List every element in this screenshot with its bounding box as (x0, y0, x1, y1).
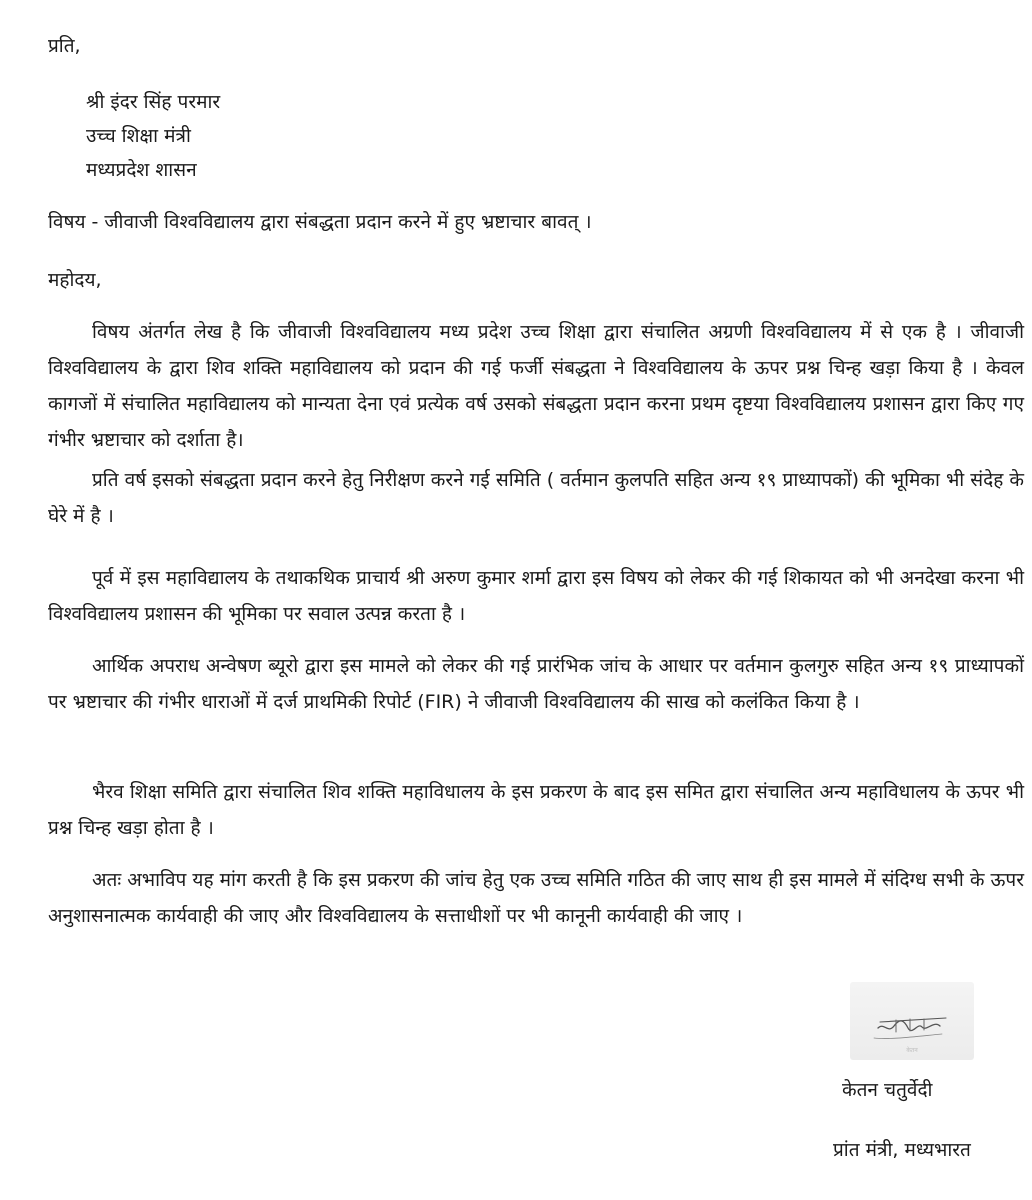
body-paragraph-text: प्रति वर्ष इसको संबद्धता प्रदान करने हेतु निरीक्षण करने गई समिति ( वर्तमान कुलपति सहित अन्य १९ प्राध्यापकों) की भूमिका भी संदेह के घेरे में है । (48, 469, 1024, 527)
body-paragraph-text: अतः अभाविप यह मांग करती है कि इस प्रकरण की जांच हेतु एक उच्च समिति गठित की जाए साथ ही इस मामले में संदिग्ध सभी के ऊपर अनुशासनात्मक कार्यवाही की जाए और विश्वविद्यालय के सत्ताधीशों पर भी कानूनी कार्यवाही की जाए । (48, 869, 1024, 927)
body-paragraph (48, 462, 1024, 534)
salutation-to: प्रति, (48, 35, 81, 57)
body-paragraph (48, 862, 1024, 934)
signature-scribble (850, 982, 974, 1060)
signature-text: केतन (906, 1047, 918, 1054)
body-paragraph-text: आर्थिक अपराध अन्वेषण ब्यूरो द्वारा इस मामले को लेकर की गई प्रारंभिक जांच के आधार पर वर्तमान कुलगुरु सहित अन्य १९ प्राध्यापकों पर भ्रष्टाचार की गंभीर धाराओं में दर्ज प्राथमिकी रिपोर्ट (FIR) ने जीवाजी विश्वविद्यालय की साख को कलंकित किया है । (48, 655, 1024, 713)
sender-designation: प्रांत मंत्री, मध्यभारत (833, 1139, 971, 1161)
subject-line: विषय - जीवाजी विश्वविद्यालय द्वारा संबद्धता प्रदान करने में हुए भ्रष्टाचार बावत् । (48, 211, 592, 233)
recipient-name: श्री इंदर सिंह परमार (86, 91, 221, 113)
body-paragraph-text: विषय अंतर्गत लेख है कि जीवाजी विश्वविद्यालय मध्य प्रदेश उच्च शिक्षा द्वारा संचालित अग्रणी विश्वविद्यालय में से एक है । जीवाजी विश्वविद्यालय के द्वारा शिव शक्ति महाविद्यालय को प्रदान की गई फर्जी संबद्धता ने विश्वविद्यालय के ऊपर प्रश्न चिन्ह खड़ा किया है । केवल कागजों में संचालित महाविद्यालय को मान्यता देना एवं प्रत्येक वर्ष उसको संबद्धता प्रदान करना प्रथम दृष्टया विश्वविद्यालय प्रशासन द्वारा किए गए गंभीर भ्रष्टाचार को दर्शाता है। (48, 321, 1024, 451)
sender-name: केतन चतुर्वेदी (842, 1079, 933, 1101)
body-paragraph (48, 314, 1024, 458)
body-paragraph (48, 648, 1024, 720)
body-paragraph-text: भैरव शिक्षा समिति द्वारा संचालित शिव शक्ति महाविधालय के इस प्रकरण के बाद इस समित द्वारा संचालित अन्य महाविधालय के ऊपर भी प्रश्न चिन्ह खड़ा होता है । (48, 781, 1024, 839)
body-paragraph (48, 774, 1024, 846)
body-paragraph (48, 560, 1024, 632)
recipient-designation: उच्च शिक्षा मंत्री (86, 125, 191, 147)
body-paragraph-text: पूर्व में इस महाविद्यालय के तथाकथिक प्राचार्य श्री अरुण कुमार शर्मा द्वारा इस विषय को लेकर की गई शिकायत को भी अनदेखा करना भी विश्वविद्यालय प्रशासन की भूमिका पर सवाल उत्पन्न करता है । (48, 567, 1024, 625)
greeting: महोदय, (48, 269, 102, 291)
signature (850, 982, 974, 1060)
recipient-department: मध्यप्रदेश शासन (86, 159, 197, 181)
